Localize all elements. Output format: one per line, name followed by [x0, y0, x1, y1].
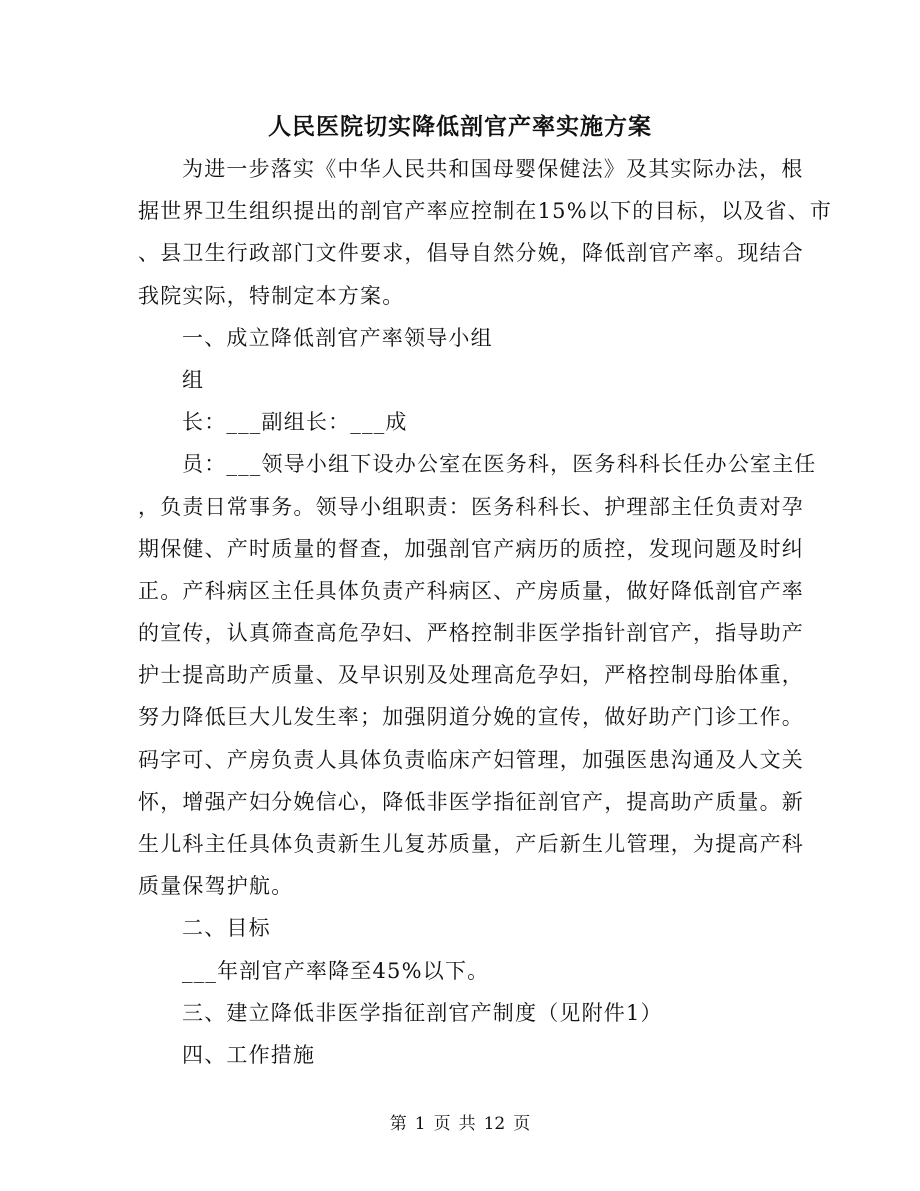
- paragraph-line: ___年剖官产率降至45%以下。: [182, 958, 490, 983]
- total-label: 共: [458, 1114, 476, 1134]
- paragraph-line: 的宣传，认真筛查高危孕妇、严格控制非医学指针剖官产，指导助产: [138, 621, 804, 646]
- paragraph-line: 、县卫生行政部门文件要求，倡导自然分娩，降低剖官产率。现结合: [138, 241, 804, 266]
- paragraph-line: 为进一步落实《中华人民共和国母婴保健法》及其实际办法，根: [182, 157, 804, 181]
- paragraph-line: 码字可、产房负责人具体负责临床产妇管理，加强医患沟通及人文关: [138, 747, 804, 772]
- paragraph-line: 怀，增强产妇分娩信心，降低非医学指征剖官产，提高助产质量。新: [138, 789, 804, 814]
- paragraph-line: 期保健、产时质量的督查，加强剖官产病历的质控，发现问题及时纠: [138, 536, 804, 561]
- page-number: 1: [414, 1114, 426, 1134]
- page-unit: 页: [433, 1114, 451, 1134]
- total-pages: 12: [483, 1114, 506, 1134]
- section-heading: 四、工作措施: [182, 1042, 316, 1067]
- paragraph-line: 员：___领导小组下设办公室在医务科，医务科科长任办公室主任: [182, 452, 817, 477]
- section-heading: 二、目标: [182, 916, 271, 941]
- page-footer: [0, 1112, 920, 1136]
- section-heading: 三、建立降低非医学指征剖官产制度（见附件1）: [182, 1000, 663, 1025]
- paragraph-line: 正。产科病区主任具体负责产科病区、产房质量，做好降低剖官产率: [138, 578, 804, 603]
- paragraph-line: 我院实际，特制定本方案。: [138, 283, 405, 308]
- paragraph-line: 质量保驾护航。: [138, 874, 294, 899]
- page-label: 第: [389, 1114, 407, 1134]
- section-heading: 一、成立降低剖官产率领导小组: [182, 325, 493, 350]
- paragraph-line: 组: [182, 367, 205, 392]
- paragraph-line: ，负责日常事务。领导小组职责：医务科科长、护理部主任负责对孕: [138, 494, 804, 519]
- paragraph-line: 努力降低巨大儿发生率；加强阴道分娩的宣传，做好助产门诊工作。: [138, 705, 804, 730]
- document-title: 人民医院切实降低剖官产率实施方案: [268, 113, 652, 140]
- paragraph-line: 护士提高助产质量、及早识别及处理高危孕妇，严格控制母胎体重，: [138, 663, 804, 688]
- total-unit: 页: [513, 1114, 531, 1134]
- document-body: [138, 148, 833, 1076]
- paragraph-line: 据世界卫生组织提出的剖官产率应控制在15%以下的目标，以及省、市: [138, 199, 833, 224]
- paragraph-line: 生儿科主任具体负责新生儿复苏质量，产后新生儿管理，为提高产科: [138, 832, 804, 856]
- paragraph-line: 长：___副组长：___成: [182, 410, 408, 435]
